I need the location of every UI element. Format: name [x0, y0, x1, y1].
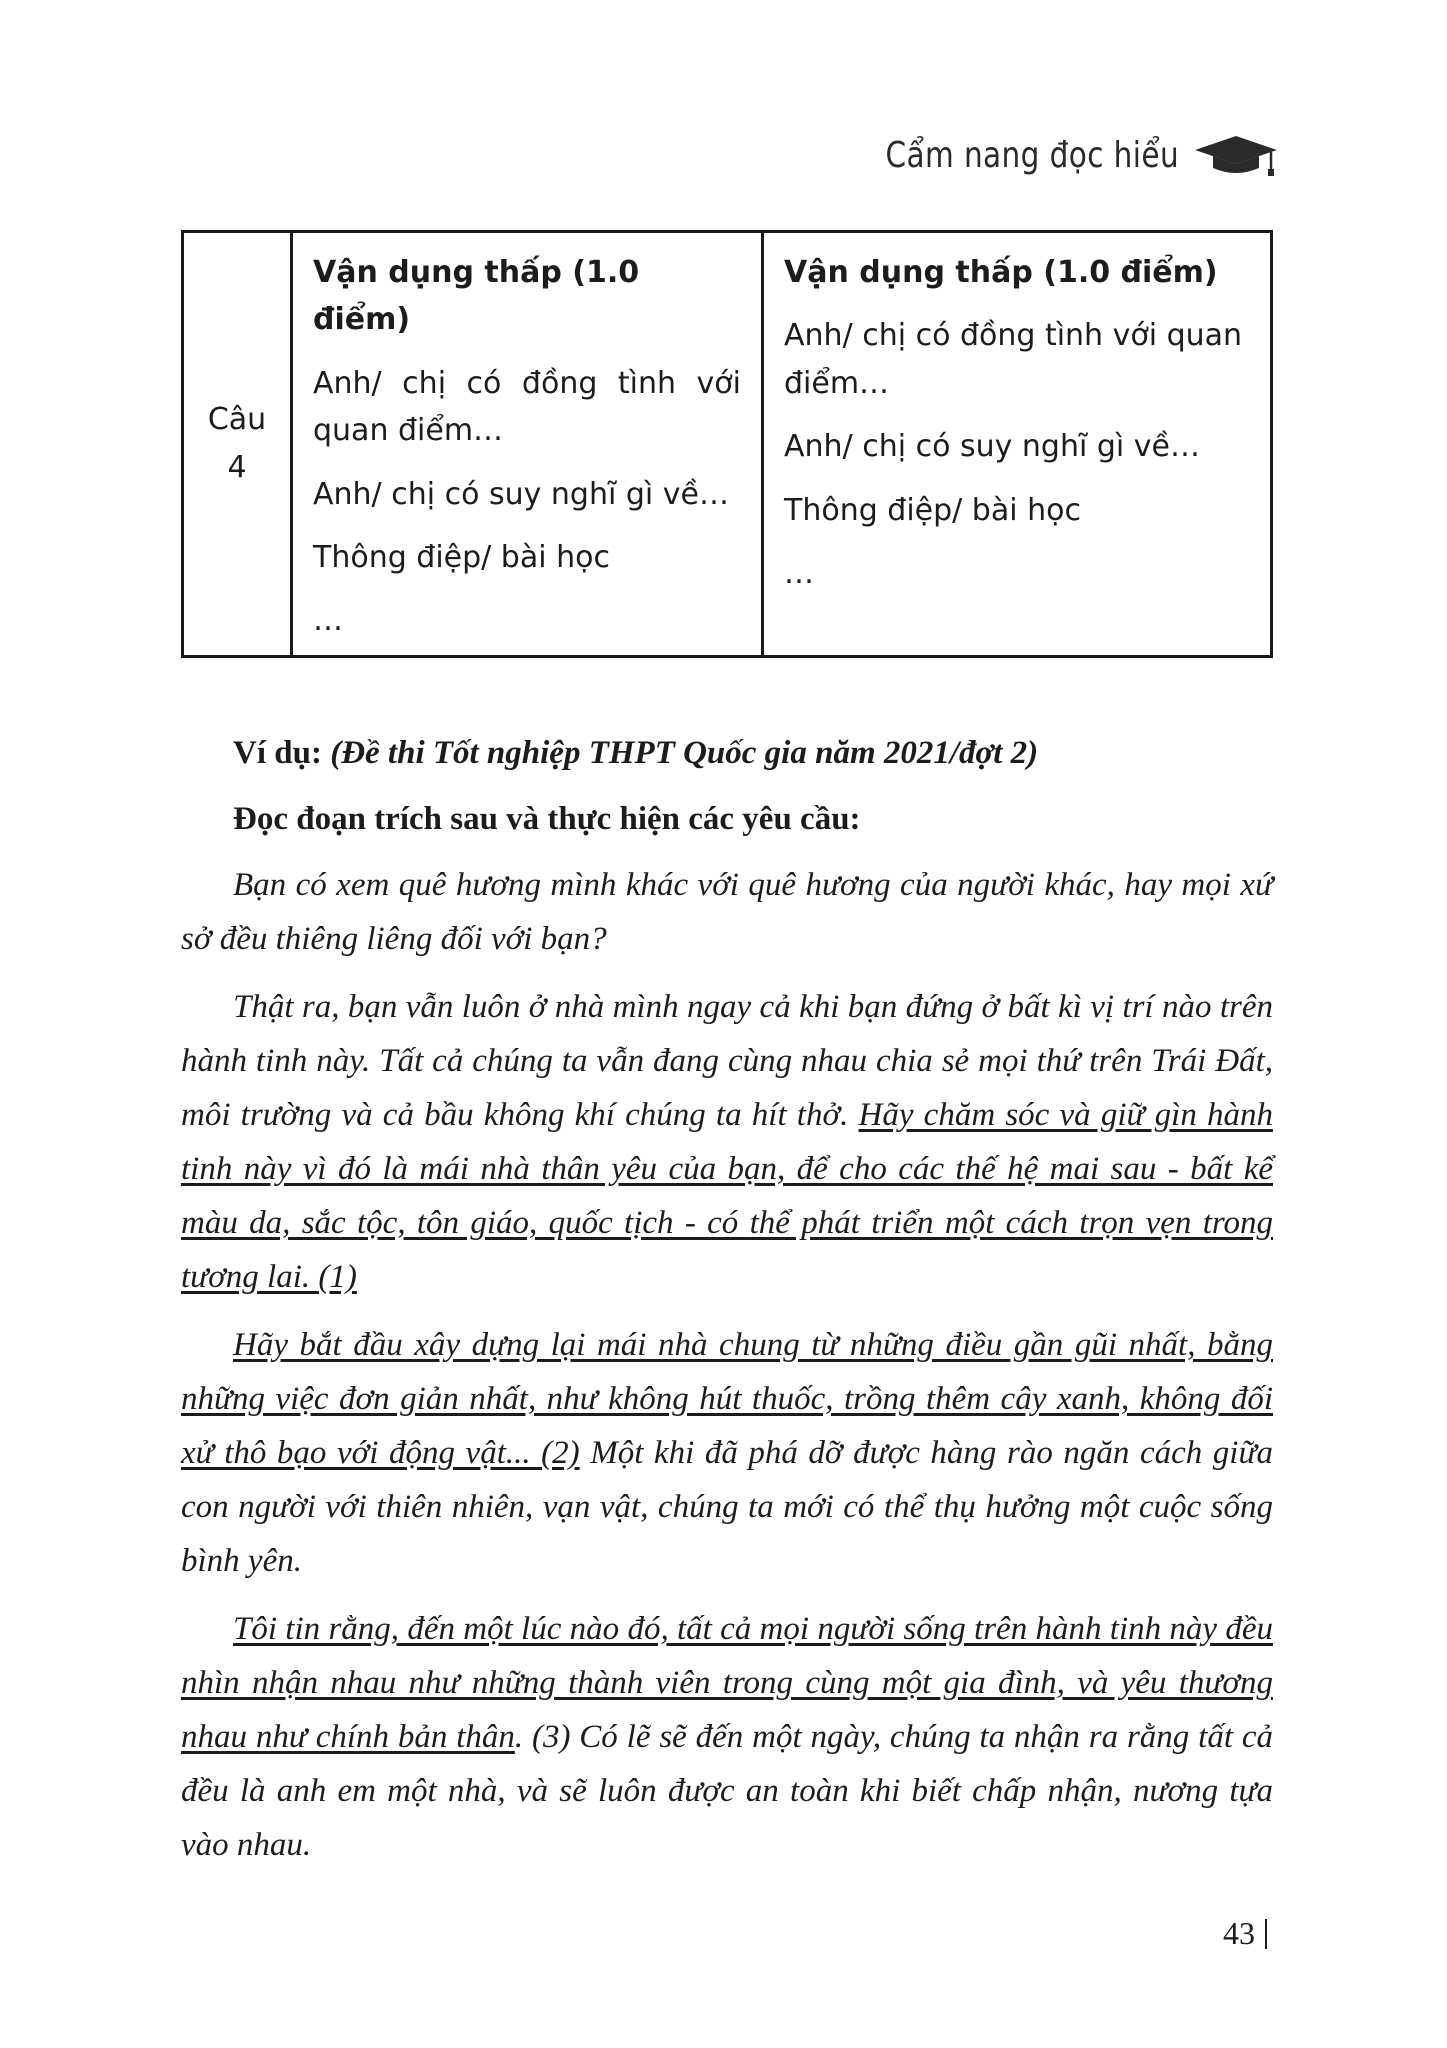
passage-paragraph-3 — [181, 1318, 1273, 1588]
cell-line: Thông điệp/ bài học — [313, 539, 610, 575]
row-label: Câu 4 — [183, 232, 292, 657]
example-heading — [233, 726, 1273, 780]
page-header — [821, 132, 1279, 178]
passage-paragraph-4 — [181, 1602, 1273, 1872]
passage-paragraph-2 — [181, 980, 1273, 1304]
cell-line: Anh/ chị có đồng tình với quan điểm… — [313, 365, 741, 449]
cell-title: Vận dụng thấp (1.0 điểm) — [313, 255, 640, 338]
passage-paragraph-1: Bạn có xem quê hương mình khác với quê hương của người khác, hay mọi xứ sở đều thiêng liêng đối với bạn? — [181, 867, 1273, 957]
underlined-text: Hãy chăm sóc và giữ gìn hành tinh này vì đó là mái nhà thân yêu của bạn, để cho các thế hệ mai sau - bất kể màu da, sắc tộc, tôn giáo, quốc tịch - có thể phát triển một cách trọn vẹn trong tương lai. (1) — [181, 1097, 1274, 1295]
table-cell-right — [763, 232, 1272, 657]
passage-text: . (3) Có lẽ sẽ đến một ngày, chúng ta nhận ra rằng tất cả đều là anh em một nhà, và sẽ luôn được an toàn khi biết chấp nhận, nương tựa vào nhau. — [181, 1719, 1273, 1863]
example-label: Ví dụ: — [233, 735, 322, 771]
table-cell-left — [292, 232, 763, 657]
page-number — [1223, 1915, 1267, 1952]
body-text — [181, 726, 1273, 1886]
cell-line: Anh/ chị có suy nghĩ gì về… — [784, 429, 1200, 465]
cell-line: Thông điệp/ bài học — [784, 492, 1081, 528]
page-number-value: 43 — [1223, 1915, 1255, 1951]
level-table — [181, 230, 1273, 658]
graduation-cap-icon — [1193, 132, 1279, 178]
cell-line: Anh/ chị có suy nghĩ gì về… — [313, 476, 729, 512]
instruction: Đọc đoạn trích sau và thực hiện các yêu cầu: — [233, 801, 861, 837]
example-source: (Đề thi Tốt nghiệp THPT Quốc gia năm 2021/đợt 2) — [330, 735, 1039, 771]
cell-line: Anh/ chị có đồng tình với quan điểm… — [784, 318, 1243, 401]
underlined-text: Hãy bắt đầu xây dựng lại mái nhà chung từ những điều gần gũi nhất, bằng những việc đơn giản nhất, như không hút thuốc, trồng thêm cây xanh, không đối xử thô bạo với động vật... (2) — [181, 1327, 1273, 1471]
table-row — [183, 232, 1272, 657]
passage-text: Một khi đã phá dỡ được hàng rào ngăn cách giữa con người với thiên nhiên, vạn vật, chúng ta mới có thể thụ hưởng một cuộc sống bình yên. — [181, 1435, 1273, 1579]
header-title: Cẩm nang đọc hiểu — [885, 134, 1179, 176]
cell-line: … — [313, 603, 343, 639]
page-number-divider — [1265, 1919, 1267, 1949]
underlined-text: Tôi tin rằng, đến một lúc nào đó, tất cả mọi người sống trên hành tinh này đều nhìn nhận nhau như những thành viên trong cùng một gia đình, và yêu thương nhau như chính bản thân — [181, 1611, 1273, 1755]
cell-title: Vận dụng thấp (1.0 điểm) — [784, 255, 1218, 290]
cell-line: … — [784, 555, 814, 591]
passage-text: Thật ra, bạn vẫn luôn ở nhà mình ngay cả khi bạn đứng ở bất kì vị trí nào trên hành tinh này. Tất cả chúng ta vẫn đang cùng nhau chia sẻ mọi thứ trên Trái Đất, môi trường và cả bầu không khí chúng ta hít thở. — [181, 989, 1273, 1133]
